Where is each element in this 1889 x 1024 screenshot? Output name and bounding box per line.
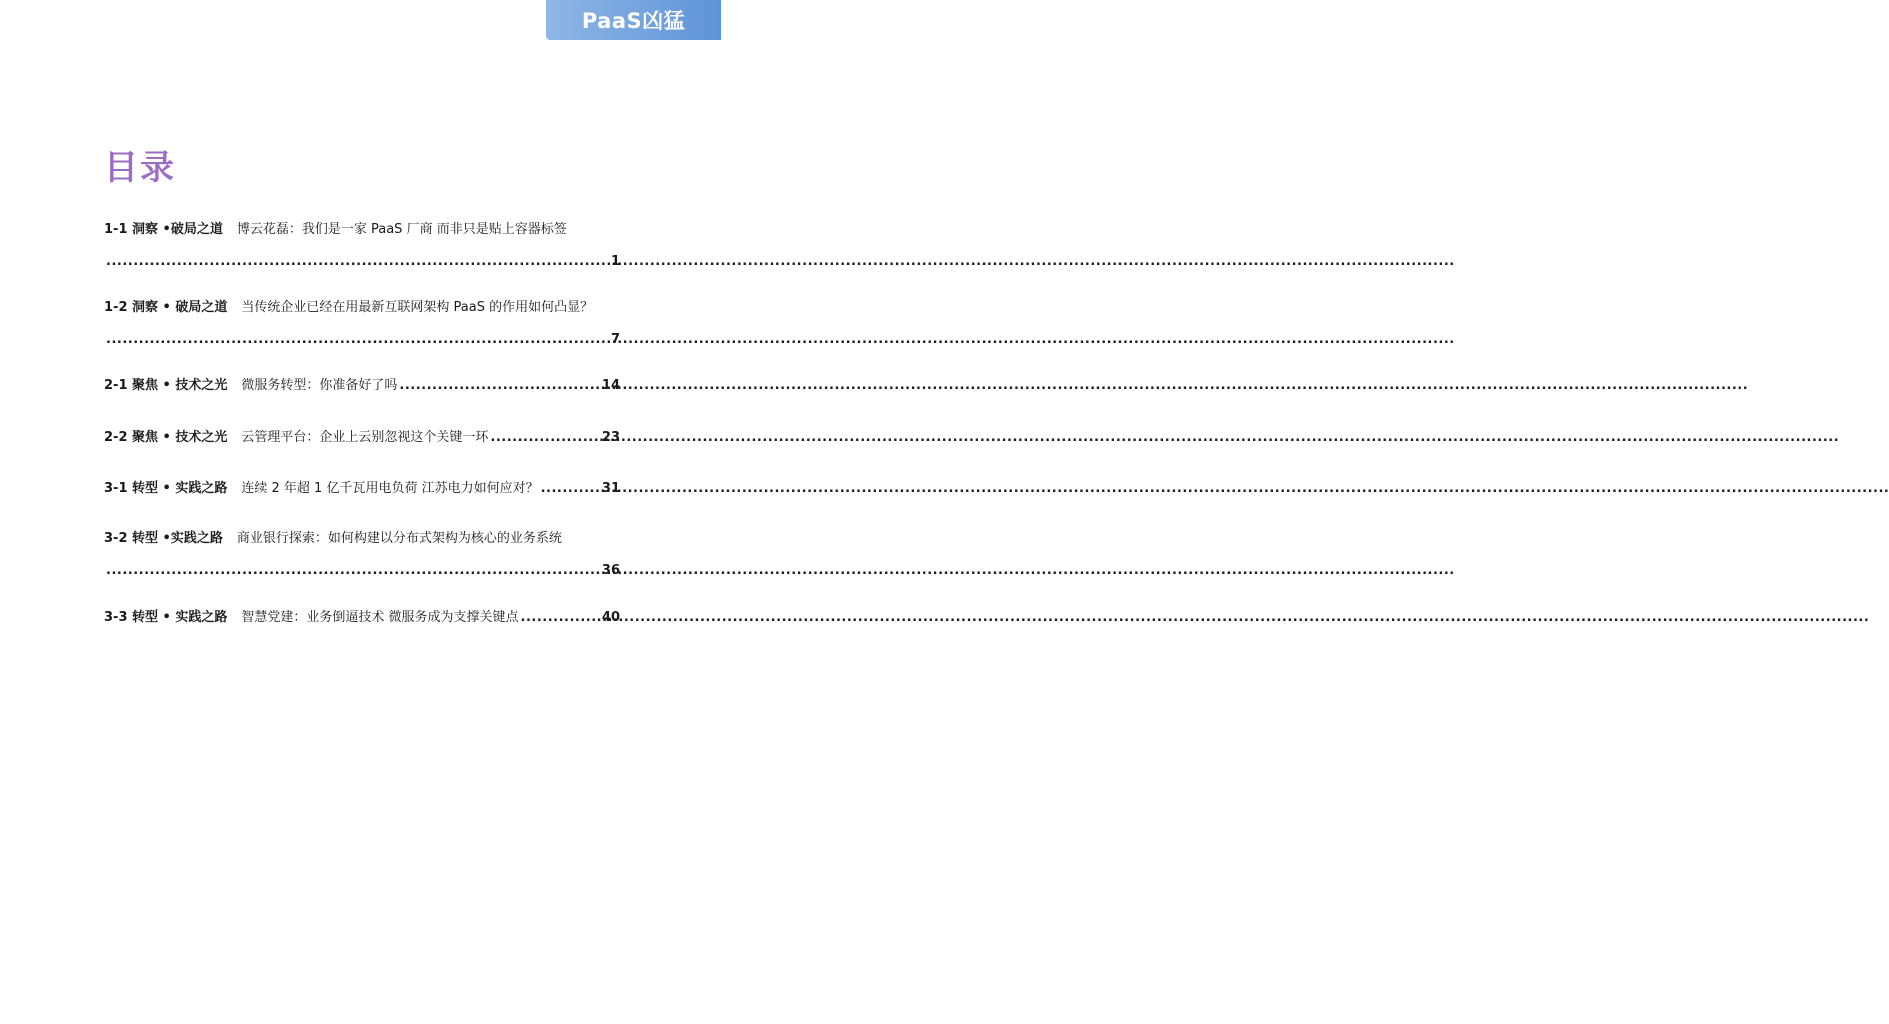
toc-page-number: 1 — [610, 254, 620, 269]
toc-page-number: 40 — [601, 610, 620, 625]
toc-section-label: 2-1 聚焦 • 技术之光 — [104, 378, 228, 393]
toc-headline: 博云花磊：我们是一家 PaaS 厂商 而非只是贴上容器标签 — [236, 222, 567, 237]
toc-entry-3-2[interactable] — [104, 531, 620, 579]
toc-title: 目录 — [104, 148, 176, 188]
toc-entry-3-1[interactable] — [104, 481, 620, 497]
toc-page-number: 31 — [601, 481, 620, 496]
toc-entry-2-1[interactable] — [104, 378, 620, 394]
toc-headline: 当传统企业已经在用最新互联网架构 PaaS 的作用如何凸显？ — [241, 300, 594, 315]
toc-dot-leader — [106, 332, 609, 348]
toc-headline: 云管理平台：企业上云别忽视这个关键一环 — [241, 430, 489, 445]
toc-headline: 微服务转型：你准备好了吗 — [241, 378, 398, 393]
toc-section-label: 1-2 洞察 • 破局之道 — [104, 300, 228, 315]
toc-dot-leader — [106, 254, 609, 270]
brand-label: PaaS凶猛 — [581, 9, 686, 33]
toc-headline: 连续 2 年超 1 亿千瓦用电负荷 江苏电力如何应对？ — [241, 481, 539, 496]
toc-section-label: 2-2 聚焦 • 技术之光 — [104, 430, 228, 445]
toc-headline: 商业银行探索：如何构建以分布式架构为核心的业务系统 — [236, 531, 562, 546]
toc-section-label: 3-1 转型 • 实践之路 — [104, 481, 228, 496]
toc-section-label: 3-3 转型 • 实践之路 — [104, 610, 228, 625]
brand-tab — [546, 0, 721, 40]
toc-page-number: 23 — [601, 430, 620, 445]
toc-dot-leader — [490, 430, 600, 446]
toc-dot-leader — [399, 378, 600, 394]
toc-entry-2-2[interactable] — [104, 430, 620, 446]
toc-page-number: 14 — [601, 378, 620, 393]
toc-section-label: 1-1 洞察 •破局之道 — [104, 222, 223, 237]
toc-dot-leader — [541, 481, 600, 497]
toc-entry-1-2[interactable] — [104, 300, 620, 348]
toc-dot-leader — [521, 610, 600, 626]
toc-section-label: 3-2 转型 •实践之路 — [104, 531, 223, 546]
toc-entry-3-3[interactable] — [104, 610, 620, 626]
toc-dot-leader — [106, 563, 600, 579]
toc-entry-1-1[interactable] — [104, 222, 620, 270]
toc-headline: 智慧党建：业务倒逼技术 微服务成为支撑关键点 — [241, 610, 519, 625]
toc-page-number: 36 — [601, 563, 620, 578]
toc-page-number: 7 — [610, 332, 620, 347]
